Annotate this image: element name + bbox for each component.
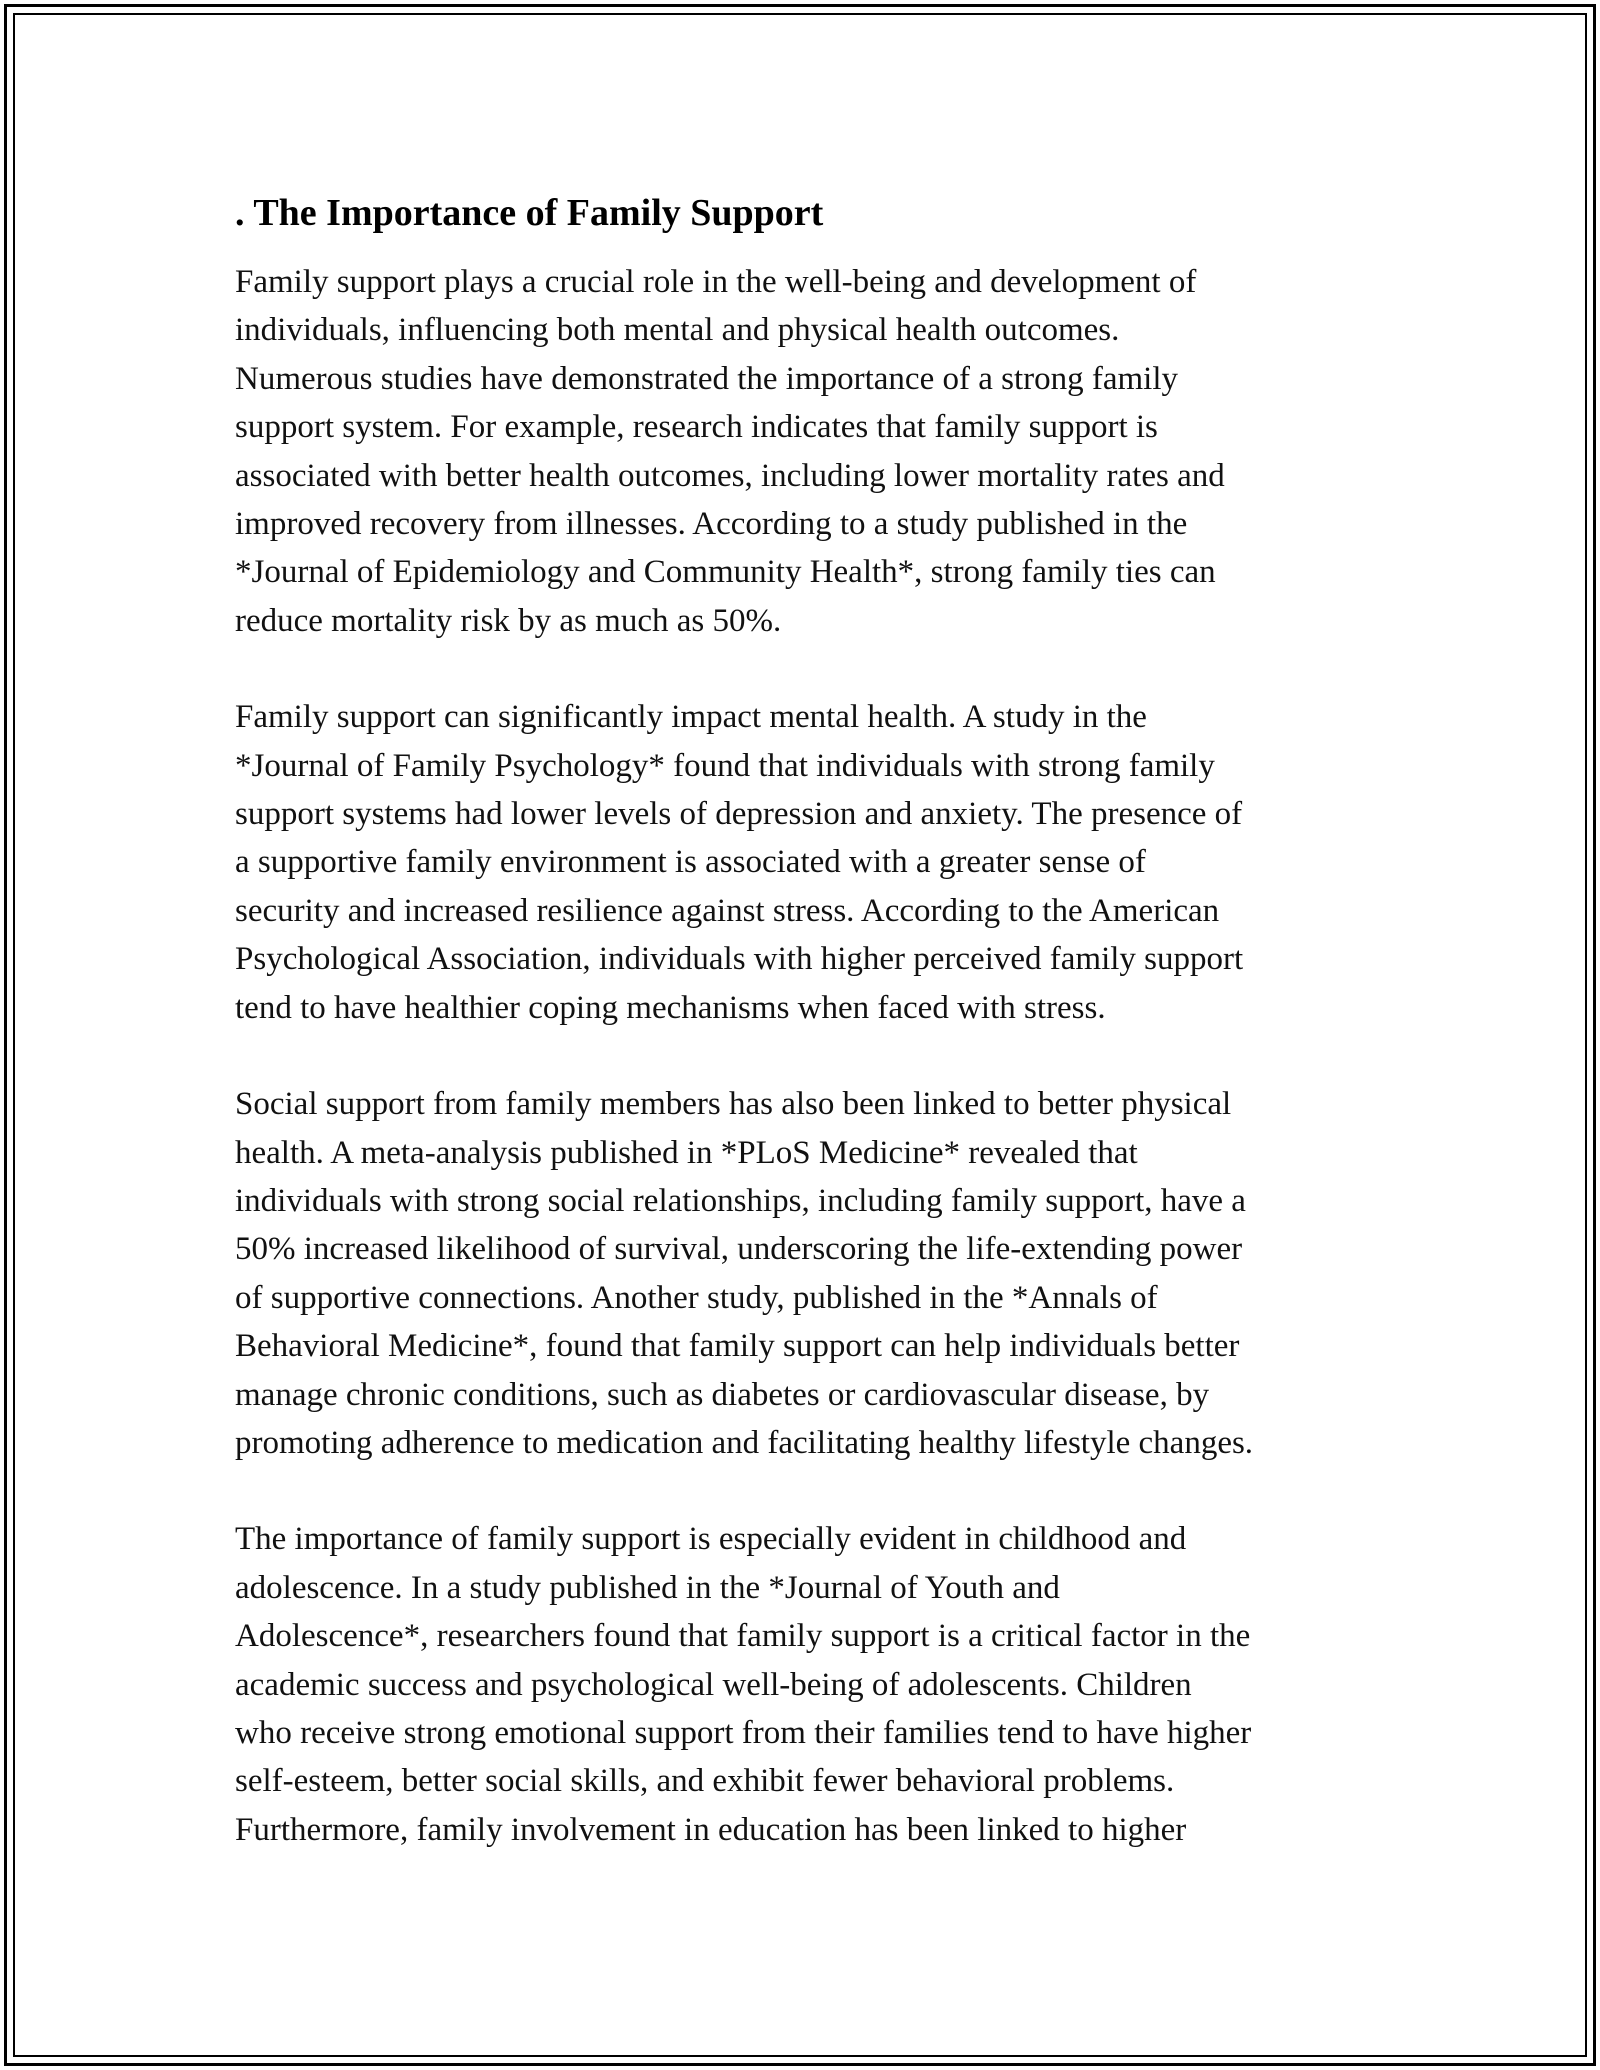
text-line: Psychological Association, individuals with higher perceived family support [235,941,1244,978]
text-line: The importance of family support is especially evident in childhood and [235,1521,1187,1558]
text-line: support system. For example, research indicates that family support is [235,409,1158,446]
text-line: improved recovery from illnesses. According to a study published in the [235,506,1188,543]
text-line: who receive strong emotional support from their families tend to have higher [235,1714,1252,1751]
text-line: Social support from family members has also been linked to better physical [235,1086,1232,1123]
text-line: reduce mortality risk by as much as 50%. [235,602,782,639]
text-line: security and increased resilience against stress. According to the American [235,892,1220,929]
paragraph-4 [235,1515,1395,1854]
text-line: tend to have healthier coping mechanisms when faced with stress. [235,989,1106,1026]
text-line: academic success and psychological well-being of adolescents. Children [235,1666,1192,1703]
text-line: Furthermore, family involvement in education has been linked to higher [235,1811,1187,1848]
text-line: individuals, influencing both mental and physical health outcomes. [235,312,1120,349]
paragraph-2 [235,693,1395,1032]
document-content [235,187,1395,1902]
text-line: health. A meta-analysis published in *PLoS Medicine* revealed that [235,1134,1138,1171]
text-line: adolescence. In a study published in the *Journal of Youth and [235,1569,1060,1606]
text-line: Adolescence*, researchers found that family support is a critical factor in the [235,1618,1251,1655]
text-line: *Journal of Epidemiology and Community Health*, strong family ties can [235,554,1216,591]
text-line: individuals with strong social relationships, including family support, have a [235,1182,1246,1219]
text-line: associated with better health outcomes, including lower mortality rates and [235,457,1225,494]
text-line: Family support plays a crucial role in the well-being and development of [235,264,1197,300]
text-line: support systems had lower levels of depression and anxiety. The presence of [235,796,1243,833]
section-heading: . The Importance of Family Support [235,192,824,234]
text-line: 50% increased likelihood of survival, underscoring the life-extending power [235,1231,1243,1268]
text-line: manage chronic conditions, such as diabetes or cardiovascular disease, by [235,1376,1210,1413]
text-line: of supportive connections. Another study, published in the *Annals of [235,1279,1158,1316]
text-line: Family support can significantly impact mental health. A study in the [235,699,1147,736]
paragraph-3 [235,1080,1395,1467]
text-line: self-esteem, better social skills, and exhibit fewer behavioral problems. [235,1763,1175,1800]
text-line: promoting adherence to medication and facilitating healthy lifestyle changes. [235,1424,1254,1461]
text-line: Behavioral Medicine*, found that family support can help individuals better [235,1328,1240,1365]
text-line: Numerous studies have demonstrated the importance of a strong family [235,360,1178,397]
text-line: a supportive family environment is associated with a greater sense of [235,844,1146,881]
text-line: *Journal of Family Psychology* found that individuals with strong family [235,747,1215,784]
paragraph-1 [235,258,1395,645]
